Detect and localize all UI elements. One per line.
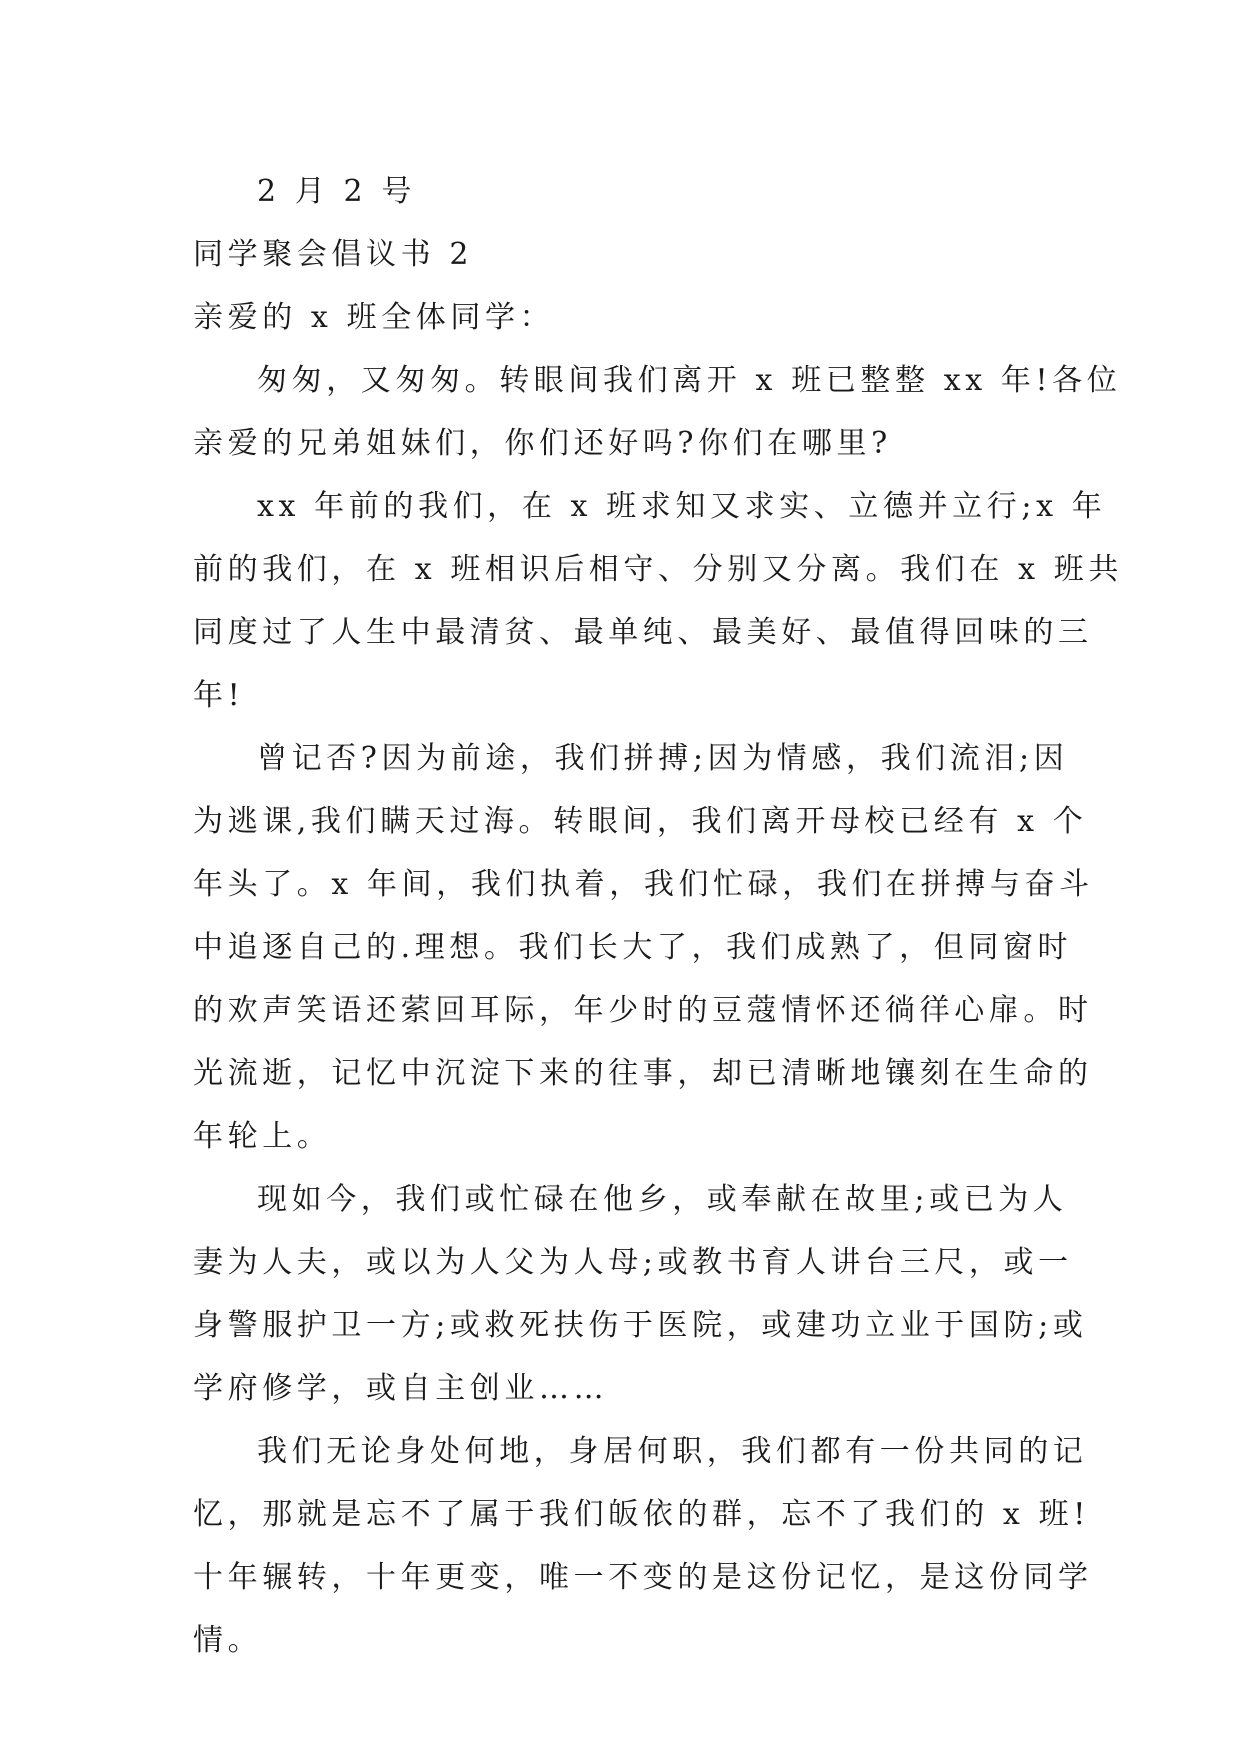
- paragraph-line: xx 年前的我们，在 x 班求知又求实、立德并立行;x 年: [257, 489, 1107, 524]
- salutation: 亲爱的 x 班全体同学：: [193, 300, 555, 335]
- paragraph-4: [193, 1168, 1088, 1420]
- paragraph-line: 妻为人夫，或以为人父为人母;或教书育人讲台三尺，或一: [193, 1245, 1073, 1280]
- paragraph-line: 匆匆，又匆匆。转眼间我们离开 x 班已整整 xx 年!各位: [257, 363, 1122, 398]
- paragraph-5: [193, 1420, 1093, 1672]
- paragraph-line: 亲爱的兄弟姐妹们，你们还好吗?你们在哪里?: [193, 426, 892, 461]
- paragraph-line: 十年辗转，十年更变，唯一不变的是这份记忆，是这份同学: [193, 1560, 1093, 1595]
- paragraph-line: 曾记否?因为前途，我们拼搏;因为情感，我们流泪;因: [257, 741, 1069, 776]
- paragraph-line: 年轮上。: [193, 1119, 332, 1154]
- date-line: 2 月 2 号: [257, 174, 416, 209]
- document-title: 同学聚会倡议书 2: [193, 237, 474, 272]
- paragraph-1: [193, 349, 1122, 475]
- paragraph-line: 前的我们，在 x 班相识后相守、分别又分离。我们在 x 班共: [193, 552, 1123, 587]
- paragraph-line: 光流逝，记忆中沉淀下来的往事，却已清晰地镶刻在生命的: [193, 1056, 1093, 1091]
- paragraph-line: 年头了。x 年间，我们执着，我们忙碌，我们在拼搏与奋斗: [193, 867, 1094, 902]
- paragraph-line: 为逃课,我们瞒天过海。转眼间，我们离开母校已经有 x 个: [193, 804, 1088, 839]
- paragraph-line: 身警服护卫一方;或救死扶伤于医院，或建功立业于国防;或: [193, 1308, 1088, 1343]
- paragraph-2: [193, 475, 1123, 727]
- paragraph-3: [193, 727, 1094, 1168]
- paragraph-line: 中追逐自己的.理想。我们长大了，我们成熟了，但同窗时: [193, 930, 1073, 965]
- paragraph-line: 忆，那就是忘不了属于我们皈依的群，忘不了我们的 x 班!: [193, 1497, 1090, 1532]
- paragraph-line: 的欢声笑语还萦回耳际，年少时的豆蔻情怀还徜徉心扉。时: [193, 993, 1093, 1028]
- paragraph-line: 年!: [193, 678, 245, 713]
- paragraph-line: 同度过了人生中最清贫、最单纯、最美好、最值得回味的三: [193, 615, 1093, 650]
- paragraph-line: 情。: [193, 1623, 263, 1658]
- paragraph-line: 学府修学，或自主创业……: [193, 1371, 609, 1406]
- paragraph-line: 我们无论身处何地，身居何职，我们都有一份共同的记: [257, 1434, 1088, 1469]
- paragraph-line: 现如今，我们或忙碌在他乡，或奉献在故里;或已为人: [257, 1182, 1068, 1217]
- document-body: [193, 160, 1123, 1672]
